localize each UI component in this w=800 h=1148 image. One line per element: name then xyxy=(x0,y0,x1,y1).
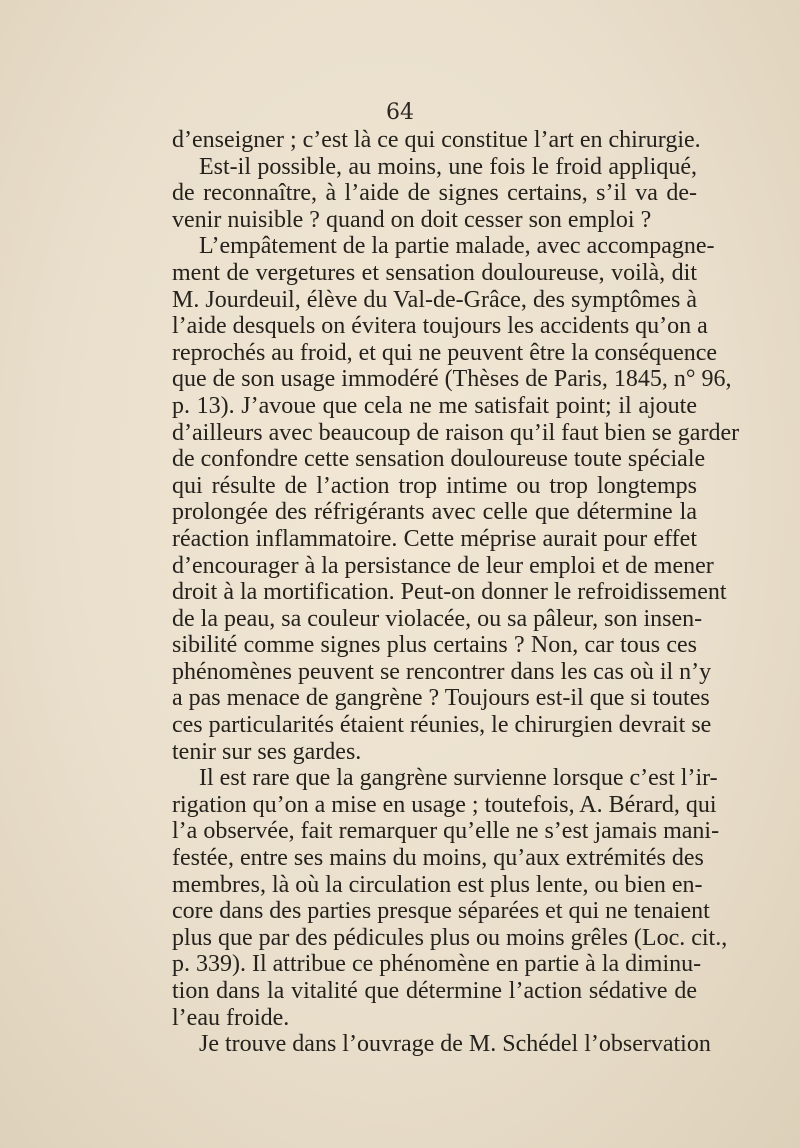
text-line-34: l’eau froide. xyxy=(172,1004,290,1031)
text-line-11: p. 13). J’avoue que cela ne me satisfait point; il ajoute xyxy=(172,392,697,419)
text-line-33: tion dans la vitalité que détermine l’action sédative de xyxy=(172,978,697,1004)
text-line-23: ces particularités étaient réunies, le chirurgien devrait se xyxy=(172,712,712,739)
text-line-19: de la peau, sa couleur violacée, ou sa pâleur, son insen- xyxy=(172,605,703,632)
text-line-1: d’enseigner ; c’est là ce qui constitue l’art en chirurgie. xyxy=(172,127,701,153)
text-line-16: réaction inflammatoire. Cette méprise aurait pour effet xyxy=(172,525,697,552)
text-line-15: prolongée des réfrigérants avec celle que détermine la xyxy=(172,499,697,526)
text-line-32: p. 339). Il attribue ce phénomène en partie à la diminu- xyxy=(172,951,702,978)
body-text xyxy=(172,127,740,1058)
text-line-13: de confondre cette sensation douloureuse toute spéciale xyxy=(172,446,706,473)
text-line-29: membres, là où la circulation est plus lente, ou bien en- xyxy=(172,871,703,898)
text-line-3: de reconnaître, à l’aide de signes certains, s’il va de- xyxy=(172,180,697,207)
text-line-7: M. Jourdeuil, élève du Val-de-Grâce, des symptômes à xyxy=(172,286,697,313)
text-line-22: a pas menace de gangrène ? Toujours est-il que si toutes xyxy=(172,685,710,712)
text-line-14: qui résulte de l’action trop intime ou trop longtemps xyxy=(172,472,697,499)
text-line-9: reprochés au froid, et qui ne peuvent être la conséquence xyxy=(172,339,718,366)
text-line-10: que de son usage immodéré (Thèses de Paris, 1845, n° 96, xyxy=(172,366,732,393)
text-line-35: Je trouve dans l’ouvrage de M. Schédel l’observation xyxy=(199,1031,711,1058)
text-line-25: Il est rare que la gangrène survienne lorsque c’est l’ir- xyxy=(199,765,718,792)
text-line-17: d’encourager à la persistance de leur emploi et de mener xyxy=(172,552,714,579)
text-line-2: Est-il possible, au moins, une fois le froid appliqué, xyxy=(199,153,697,180)
text-line-6: ment de vergetures et sensation douloureuse, voilà, dit xyxy=(172,259,697,286)
text-line-30: core dans des parties presque séparées et qui ne tenaient xyxy=(172,898,710,925)
text-line-18: droit à la mortification. Peut-on donner le refroidissement xyxy=(172,579,727,606)
text-line-31: plus que par des pédicules plus ou moins grêles (Loc. cit., xyxy=(172,924,728,951)
text-line-20: sibilité comme signes plus certains ? Non, car tous ces xyxy=(172,632,697,659)
text-line-24: tenir sur ses gardes. xyxy=(172,738,362,765)
text-line-5: L’empâtement de la partie malade, avec accompagne- xyxy=(199,233,715,260)
text-line-4: venir nuisible ? quand on doit cesser son emploi ? xyxy=(172,206,652,233)
text-line-27: l’a observée, fait remarquer qu’elle ne s’est jamais mani- xyxy=(172,818,720,845)
text-line-8: l’aide desquels on évitera toujours les accidents qu’on a xyxy=(172,313,708,340)
text-line-28: festée, entre ses mains du moins, qu’aux extrémités des xyxy=(172,845,704,872)
text-line-21: phénomènes peuvent se rencontrer dans les cas où il n’y xyxy=(172,658,712,685)
text-line-12: d’ailleurs avec beaucoup de raison qu’il faut bien se garder xyxy=(172,419,740,446)
page-number: 64 xyxy=(386,100,414,125)
text-line-26: rigation qu’on a mise en usage ; toutefois, A. Bérard, qui xyxy=(172,791,717,818)
